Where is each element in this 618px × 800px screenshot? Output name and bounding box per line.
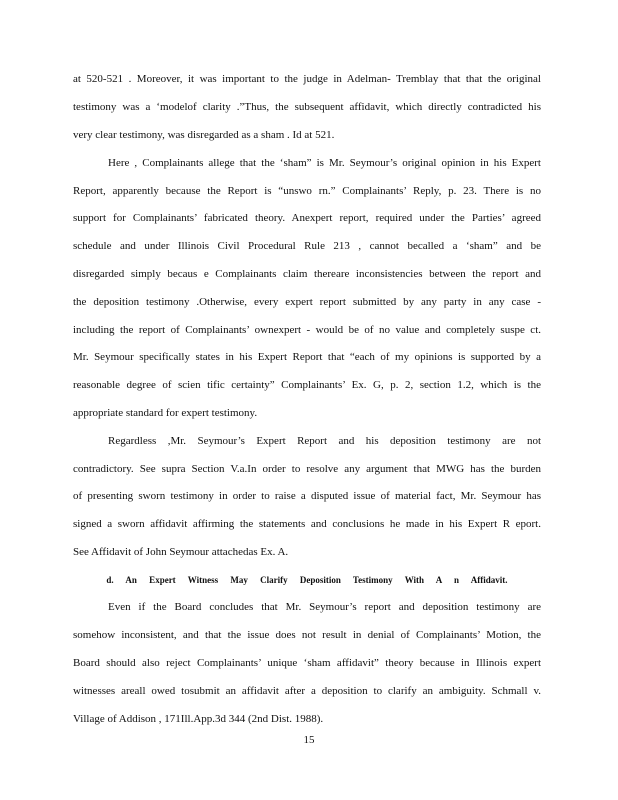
- body-line: Report, apparently because the Report is “unswo rn.” Complainants’ Reply, p. 23. There is no: [73, 185, 541, 197]
- body-line: See Affidavit of John Seymour attachedas Ex. A.: [73, 546, 289, 558]
- page-number: 15: [303, 734, 315, 746]
- body-line: appropriate standard for expert testimony.: [73, 407, 258, 419]
- paragraph-first-line: Even if the Board concludes that Mr. Seymour’s report and deposition testimony are: [108, 601, 541, 613]
- body-line: reasonable degree of scien tific certainty” Complainants’ Ex. G, p. 2, section 1.2, which is the: [73, 379, 541, 391]
- body-line: schedule and under Illinois Civil Procedural Rule 213 , cannot becalled a ‘sham” and be: [73, 240, 541, 252]
- paragraph-first-line: Here , Complainants allege that the ‘sham” is Mr. Seymour’s original opinion in his Expert: [108, 157, 541, 169]
- paragraph-first-line: Regardless ,Mr. Seymour’s Expert Report and his deposition testimony are not: [108, 435, 541, 447]
- body-line: the deposition testimony .Otherwise, every expert report submitted by any party in any case -: [73, 296, 541, 308]
- body-line: very clear testimony, was disregarded as a sham . Id at 521.: [73, 129, 335, 141]
- body-line: Village of Addison , 171Ill.App.3d 344 (2nd Dist. 1988).: [73, 713, 324, 725]
- body-line: of presenting sworn testimony in order to raise a disputed issue of material fact, Mr. Seymour has: [73, 490, 541, 502]
- body-line: including the report of Complainants’ ownexpert - would be of no value and completely suspe ct.: [73, 324, 541, 336]
- body-line: Mr. Seymour specifically states in his Expert Report that “each of my opinions is supported by a: [73, 351, 541, 363]
- body-line: Board should also reject Complainants’ unique ‘sham affidavit” theory because in Illinois expert: [73, 657, 541, 669]
- section-heading: d. An Expert Witness May Clarify Deposition Testimony With A n Affidavit.: [106, 575, 508, 585]
- body-line: contradictory. See supra Section V.a.In order to resolve any argument that MWG has the burden: [73, 463, 541, 475]
- body-line: signed a sworn affidavit affirming the statements and conclusions he made in his Expert R eport.: [73, 518, 541, 530]
- body-line: somehow inconsistent, and that the issue does not result in denial of Complainants’ Motion, the: [73, 629, 541, 641]
- body-line: at 520-521 . Moreover, it was important to the judge in Adelman- Tremblay that that the original: [73, 73, 541, 85]
- body-line: testimony was a ‘modelof clarity .”Thus, the subsequent affidavit, which directly contradicted his: [73, 101, 541, 113]
- body-line: witnesses areall owed tosubmit an affidavit after a deposition to clarify an ambiguity. Schmall v.: [73, 685, 541, 697]
- body-line: support for Complainants’ fabricated theory. Anexpert report, required under the Parties’ agreed: [73, 212, 541, 224]
- body-line: disregarded simply becaus e Complainants claim thereare inconsistencies between the report and: [73, 268, 541, 280]
